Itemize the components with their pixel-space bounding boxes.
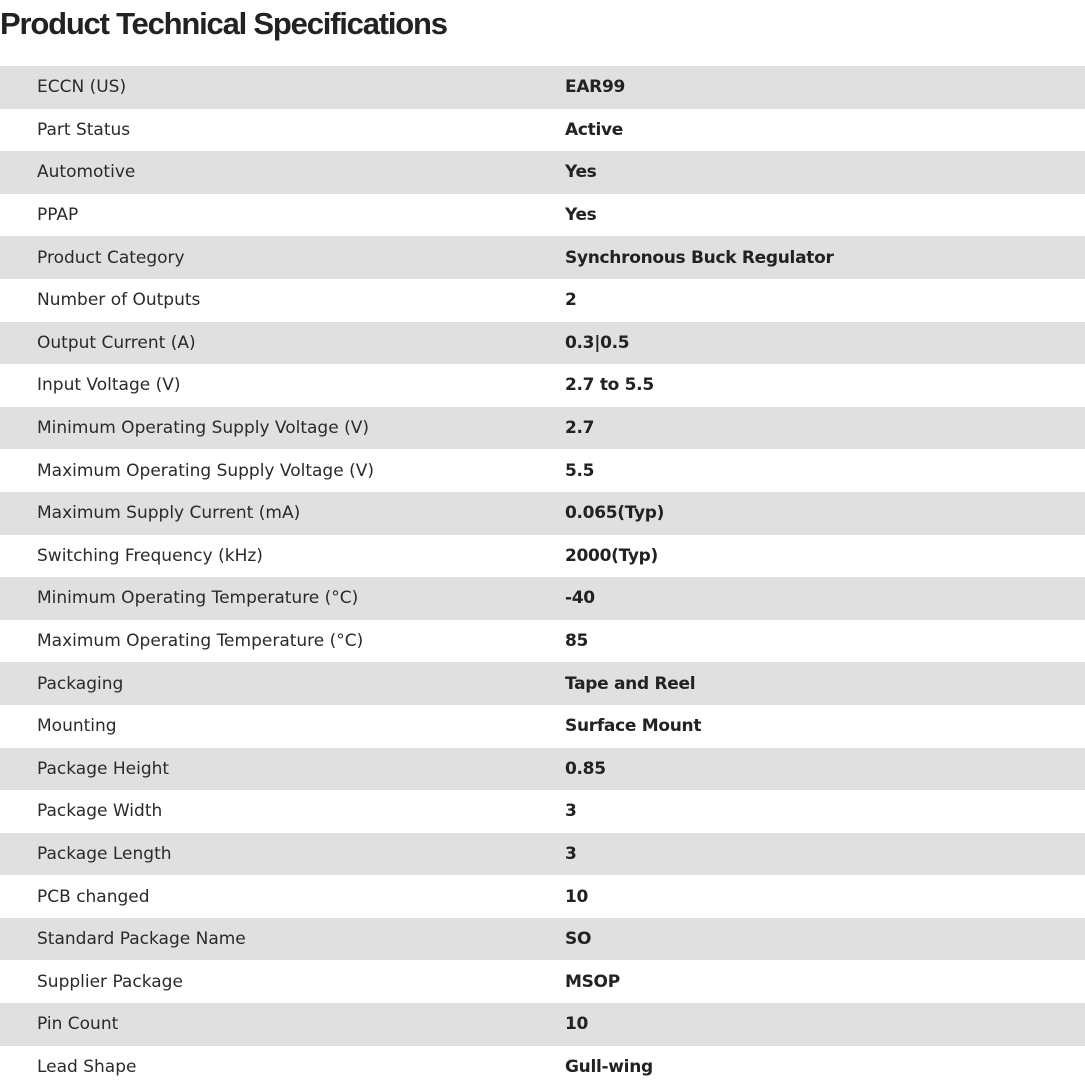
spec-row-max-supply-voltage <box>0 449 1085 492</box>
spec-row-ppap <box>0 194 1085 237</box>
spec-value: -40 <box>565 588 595 609</box>
spec-label: PCB changed <box>37 886 150 907</box>
spec-row-min-temperature <box>0 577 1085 620</box>
spec-label: ECCN (US) <box>37 77 127 98</box>
spec-row-mounting <box>0 705 1085 748</box>
spec-label: Lead Shape <box>37 1056 137 1077</box>
spec-label: Minimum Operating Temperature (°C) <box>37 588 359 609</box>
spec-row-output-current <box>0 322 1085 365</box>
spec-row-standard-package-name <box>0 918 1085 961</box>
spec-value: MSOP <box>565 971 620 992</box>
spec-label: Maximum Supply Current (mA) <box>37 503 301 524</box>
spec-value: 2.7 to 5.5 <box>565 375 654 396</box>
spec-row-automotive <box>0 151 1085 194</box>
spec-label: PPAP <box>37 205 79 226</box>
spec-label: Package Length <box>37 843 172 864</box>
spec-value: 2 <box>565 290 577 311</box>
spec-label: Maximum Operating Supply Voltage (V) <box>37 460 374 481</box>
spec-row-switching-frequency <box>0 535 1085 578</box>
spec-label: Mounting <box>37 716 117 737</box>
spec-value: 2000(Typ) <box>565 545 658 566</box>
spec-row-pin-count <box>0 1003 1085 1046</box>
spec-value: 2.7 <box>565 418 595 439</box>
spec-label: Switching Frequency (kHz) <box>37 545 263 566</box>
spec-label: Package Height <box>37 758 170 779</box>
spec-value: 10 <box>565 886 589 907</box>
spec-value: Surface Mount <box>565 716 702 737</box>
spec-value: 10 <box>565 1014 589 1035</box>
spec-row-eccn <box>0 66 1085 109</box>
spec-label: Product Category <box>37 247 185 268</box>
spec-value: 85 <box>565 631 589 652</box>
spec-row-lead-shape <box>0 1046 1085 1088</box>
spec-value: Active <box>565 119 623 140</box>
spec-value: 3 <box>565 801 577 822</box>
spec-value: Yes <box>565 205 597 226</box>
spec-value: Tape and Reel <box>565 673 696 694</box>
spec-row-number-of-outputs <box>0 279 1085 322</box>
spec-table <box>0 66 1085 1088</box>
spec-value: Yes <box>565 162 597 183</box>
spec-label: Number of Outputs <box>37 290 201 311</box>
spec-row-package-length <box>0 833 1085 876</box>
spec-value: 5.5 <box>565 460 595 481</box>
spec-label: Packaging <box>37 673 124 694</box>
spec-label: Package Width <box>37 801 163 822</box>
spec-row-package-height <box>0 748 1085 791</box>
spec-value: EAR99 <box>565 77 626 98</box>
spec-value: SO <box>565 929 592 950</box>
spec-label: Maximum Operating Temperature (°C) <box>37 631 364 652</box>
spec-label: Part Status <box>37 119 131 140</box>
spec-row-pcb-changed <box>0 875 1085 918</box>
spec-row-max-supply-current <box>0 492 1085 535</box>
spec-value: 0.3|0.5 <box>565 332 630 353</box>
spec-label: Input Voltage (V) <box>37 375 181 396</box>
spec-row-min-supply-voltage <box>0 407 1085 450</box>
spec-value: 0.85 <box>565 758 606 779</box>
spec-row-product-category <box>0 236 1085 279</box>
spec-label: Minimum Operating Supply Voltage (V) <box>37 418 369 439</box>
spec-value: Synchronous Buck Regulator <box>565 247 834 268</box>
spec-label: Automotive <box>37 162 136 183</box>
spec-label: Output Current (A) <box>37 332 196 353</box>
spec-row-max-temperature <box>0 620 1085 663</box>
spec-label: Pin Count <box>37 1014 119 1035</box>
spec-value: 0.065(Typ) <box>565 503 665 524</box>
spec-row-package-width <box>0 790 1085 833</box>
spec-row-input-voltage <box>0 364 1085 407</box>
spec-row-part-status <box>0 109 1085 152</box>
spec-row-supplier-package <box>0 960 1085 1003</box>
spec-label: Supplier Package <box>37 971 183 992</box>
spec-row-packaging <box>0 662 1085 705</box>
spec-value: Gull-wing <box>565 1056 653 1077</box>
spec-value: 3 <box>565 843 577 864</box>
page-title: Product Technical Specifications <box>0 6 447 41</box>
spec-label: Standard Package Name <box>37 929 246 950</box>
